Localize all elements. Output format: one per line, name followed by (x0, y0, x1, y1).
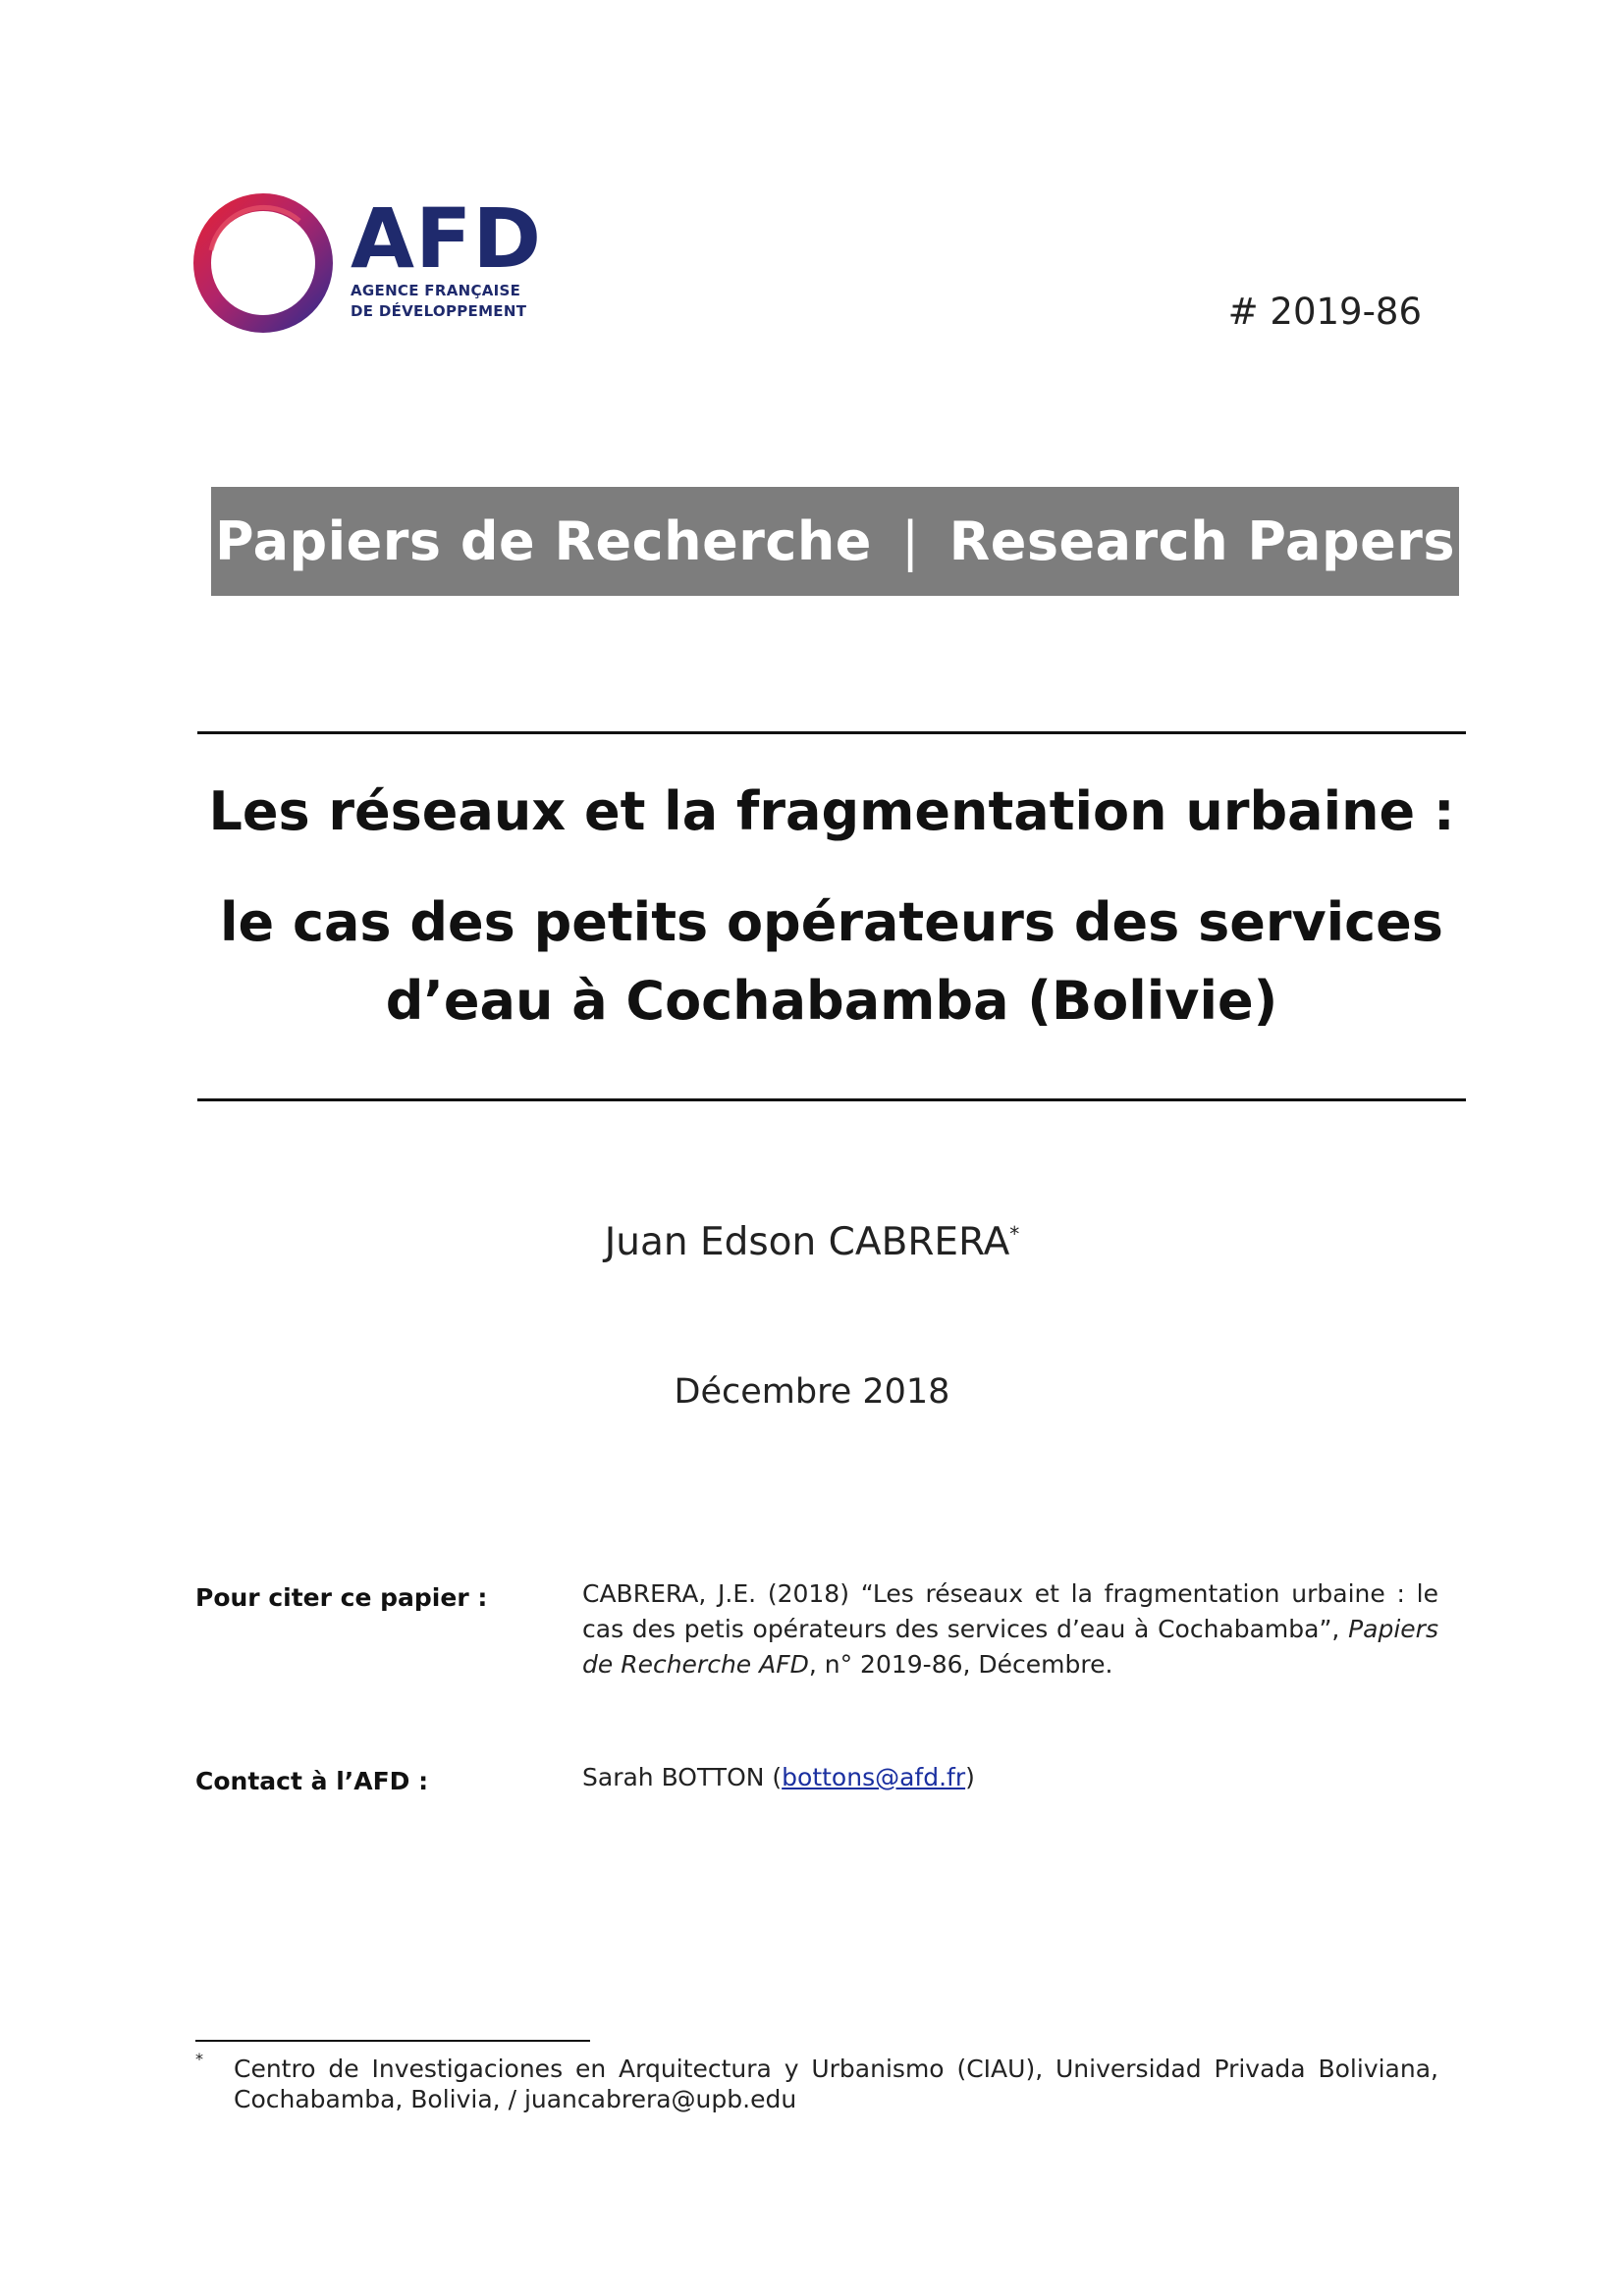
footnote-mark: * (195, 2050, 203, 2068)
citation-journal: Papiers de Recherche AFD (582, 1615, 1438, 1679)
banner-left: Papiers de Recherche (214, 510, 872, 572)
author (0, 1220, 1624, 1264)
author-name: Juan Edson CABRERA (604, 1220, 1010, 1264)
author-footnote-mark[interactable]: * (1009, 1222, 1020, 1246)
title-line-3: d’eau à Cochabamba (Bolivie) (385, 970, 1278, 1032)
title-line-2: le cas des petits opérateurs des services (220, 891, 1443, 953)
paper-number: # 2019-86 (1227, 291, 1422, 333)
publication-date: Décembre 2018 (674, 1372, 950, 1412)
logo-subtitle-1: AGENCE FRANÇAISE (351, 282, 521, 299)
title-line-1: Les réseaux et la fragmentation urbaine : (208, 780, 1455, 842)
contact-close: ) (965, 1763, 975, 1791)
contact-label: Contact à l’AFD : (195, 1767, 429, 1795)
footnote-rule (195, 2040, 590, 2042)
logo-title: AFD (351, 190, 543, 287)
series-banner (211, 487, 1459, 596)
contact-name: Sarah BOTTON ( (582, 1763, 783, 1791)
afd-ring-icon (191, 191, 335, 335)
citation-part-2: , n° 2019-86, Décembre. (808, 1650, 1113, 1679)
contact-email-link[interactable]: bottons@afd.fr (782, 1763, 966, 1791)
banner-separator: | (900, 510, 920, 572)
title-rule-bottom (197, 1098, 1466, 1101)
footnote-text: Centro de Investigaciones en Arquitectura y Urbanismo (CIAU), Universidad Privada Boliviana, Cochabamba, Bolivia, / juancabrera@upb.edu (234, 2055, 1438, 2113)
afd-logo (191, 190, 543, 339)
contact-text (582, 1760, 1438, 1795)
title-block (197, 883, 1466, 1041)
logo-text (351, 190, 543, 321)
citation-part-1: CABRERA, J.E. (2018) “Les réseaux et la fragmentation urbaine : le cas des petis opérateurs des services d’eau à Cochabamba”, (582, 1579, 1438, 1643)
citation-label: Pour citer ce papier : (195, 1583, 488, 1612)
citation-text (582, 1576, 1438, 1682)
banner-right: Research Papers (948, 510, 1456, 572)
title-rule-top (197, 731, 1466, 734)
logo-subtitle-2: DE DÉVELOPPEMENT (351, 302, 527, 320)
